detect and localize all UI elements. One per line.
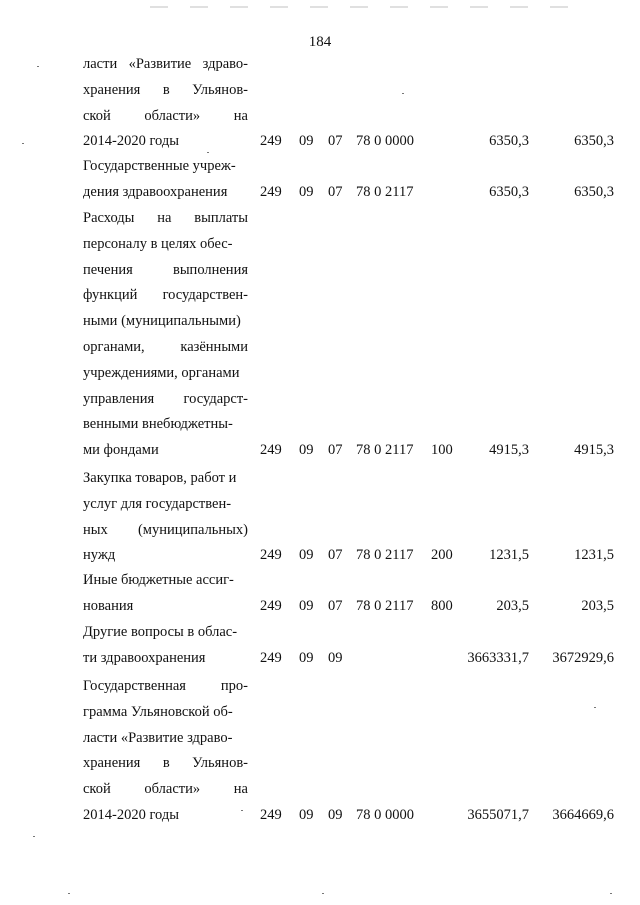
target-article-cell: 78 0 2117 bbox=[356, 547, 414, 563]
page-number: 184 bbox=[308, 34, 332, 50]
amount-2018-cell: 4915,3 bbox=[489, 442, 529, 458]
admin-code-cell: 249 bbox=[260, 184, 282, 200]
description-word: венными внебюджетны- bbox=[83, 416, 233, 432]
subsection-code-cell: 07 bbox=[328, 442, 343, 458]
description-word: Закупка товаров, работ и bbox=[83, 470, 237, 486]
description-word: Другие вопросы в облас- bbox=[83, 624, 238, 640]
description-word: хранения bbox=[83, 82, 141, 98]
description-word: на bbox=[233, 108, 248, 124]
row-description-line bbox=[83, 286, 248, 304]
amount-2018-cell: 6350,3 bbox=[489, 133, 529, 149]
row-description-line bbox=[83, 209, 248, 227]
row-description-line bbox=[83, 364, 248, 382]
description-word: области» bbox=[144, 781, 201, 797]
amount-2018-cell: 3663331,7 bbox=[467, 650, 529, 666]
admin-code-cell: 249 bbox=[260, 547, 282, 563]
description-word: в bbox=[162, 82, 170, 98]
row-description-line bbox=[83, 132, 248, 150]
description-word: Иные бюджетные ассиг- bbox=[83, 572, 234, 588]
subsection-code-cell: 07 bbox=[328, 184, 343, 200]
description-word: Ульянов- bbox=[192, 82, 248, 98]
row-description-line bbox=[83, 107, 248, 125]
admin-code-cell: 249 bbox=[260, 598, 282, 614]
description-word: ных bbox=[83, 522, 108, 538]
target-article-cell: 78 0 0000 bbox=[356, 133, 414, 149]
description-word: выплаты bbox=[194, 210, 248, 226]
row-description-line bbox=[83, 235, 248, 253]
scan-speck bbox=[402, 93, 404, 94]
row-description-line bbox=[83, 703, 248, 721]
description-word: «Развитие bbox=[128, 56, 192, 72]
subsection-code-cell: 09 bbox=[328, 807, 343, 823]
scan-speck bbox=[33, 836, 35, 837]
description-word: функций bbox=[83, 287, 138, 303]
section-code-cell: 09 bbox=[299, 442, 314, 458]
description-word: здраво- bbox=[202, 56, 248, 72]
row-description-line bbox=[83, 546, 248, 564]
amount-2018-cell: 3655071,7 bbox=[467, 807, 529, 823]
row-description-line bbox=[83, 597, 248, 615]
description-word: дения здравоохранения bbox=[83, 184, 228, 200]
row-description-line bbox=[83, 571, 248, 589]
amount-2019-cell: 3664669,6 bbox=[552, 807, 614, 823]
target-article-cell: 78 0 2117 bbox=[356, 598, 414, 614]
row-description-line bbox=[83, 55, 248, 73]
row-description-line bbox=[83, 754, 248, 772]
section-code-cell: 09 bbox=[299, 807, 314, 823]
amount-2019-cell: 203,5 bbox=[581, 598, 614, 614]
target-article-cell: 78 0 2117 bbox=[356, 442, 414, 458]
row-description-line bbox=[83, 521, 248, 539]
row-description-line bbox=[83, 729, 248, 747]
description-word: печения bbox=[83, 262, 133, 278]
description-word: области» bbox=[144, 108, 201, 124]
row-description-line bbox=[83, 780, 248, 798]
description-word: Ульянов- bbox=[192, 755, 248, 771]
description-word: услуг для государствен- bbox=[83, 496, 232, 512]
section-code-cell: 09 bbox=[299, 547, 314, 563]
row-description-line bbox=[83, 183, 248, 201]
scan-speck bbox=[207, 152, 209, 153]
scan-top-edge bbox=[150, 6, 570, 8]
row-description-line bbox=[83, 441, 248, 459]
description-word: на bbox=[233, 781, 248, 797]
target-article-cell: 78 0 2117 bbox=[356, 184, 414, 200]
description-word: нования bbox=[83, 598, 134, 614]
scan-speck bbox=[37, 66, 39, 67]
description-word: нужд bbox=[83, 547, 116, 563]
description-word: учреждениями, органами bbox=[83, 365, 240, 381]
subsection-code-cell: 09 bbox=[328, 650, 343, 666]
amount-2018-cell: 203,5 bbox=[496, 598, 529, 614]
description-word: в bbox=[162, 755, 170, 771]
subsection-code-cell: 07 bbox=[328, 598, 343, 614]
description-word: на bbox=[157, 210, 172, 226]
row-description-line bbox=[83, 157, 248, 175]
description-word: Государственная bbox=[83, 678, 186, 694]
description-word: органами, bbox=[83, 339, 145, 355]
subsection-code-cell: 07 bbox=[328, 133, 343, 149]
scan-speck bbox=[594, 707, 596, 708]
row-description-line bbox=[83, 312, 248, 330]
amount-2019-cell: 6350,3 bbox=[574, 133, 614, 149]
scan-speck bbox=[241, 810, 243, 811]
section-code-cell: 09 bbox=[299, 650, 314, 666]
description-word: ласти bbox=[83, 56, 118, 72]
scan-speck bbox=[322, 893, 324, 894]
amount-2019-cell: 4915,3 bbox=[574, 442, 614, 458]
amount-2019-cell: 1231,5 bbox=[574, 547, 614, 563]
expense-type-cell: 200 bbox=[431, 547, 453, 563]
description-word: ской bbox=[83, 108, 111, 124]
description-word: персоналу в целях обес- bbox=[83, 236, 233, 252]
subsection-code-cell: 07 bbox=[328, 547, 343, 563]
row-description-line bbox=[83, 495, 248, 513]
description-word: ти здравоохранения bbox=[83, 650, 206, 666]
description-word: казёнными bbox=[180, 339, 248, 355]
section-code-cell: 09 bbox=[299, 184, 314, 200]
description-word: 2014-2020 годы bbox=[83, 133, 179, 149]
amount-2018-cell: 6350,3 bbox=[489, 184, 529, 200]
expense-type-cell: 100 bbox=[431, 442, 453, 458]
description-word: Государственные учреж- bbox=[83, 158, 236, 174]
description-word: (муниципальных) bbox=[137, 522, 248, 538]
scan-speck bbox=[610, 893, 612, 894]
scan-speck bbox=[22, 143, 24, 144]
amount-2019-cell: 6350,3 bbox=[574, 184, 614, 200]
row-description-line bbox=[83, 649, 248, 667]
description-word: Расходы bbox=[83, 210, 135, 226]
row-description-line bbox=[83, 415, 248, 433]
row-description-line bbox=[83, 261, 248, 279]
description-word: управления bbox=[83, 391, 155, 407]
row-description-line bbox=[83, 81, 248, 99]
description-word: про- bbox=[220, 678, 248, 694]
section-code-cell: 09 bbox=[299, 133, 314, 149]
row-description-line bbox=[83, 469, 248, 487]
section-code-cell: 09 bbox=[299, 598, 314, 614]
admin-code-cell: 249 bbox=[260, 442, 282, 458]
description-word: ласти «Развитие здраво- bbox=[83, 730, 233, 746]
row-description-line bbox=[83, 677, 248, 695]
description-word: выполнения bbox=[172, 262, 248, 278]
row-description-line bbox=[83, 806, 248, 824]
description-word: ской bbox=[83, 781, 111, 797]
description-word: государст- bbox=[183, 391, 248, 407]
description-word: грамма Ульяновской об- bbox=[83, 704, 233, 720]
amount-2019-cell: 3672929,6 bbox=[552, 650, 614, 666]
admin-code-cell: 249 bbox=[260, 650, 282, 666]
target-article-cell: 78 0 0000 bbox=[356, 807, 414, 823]
row-description-line bbox=[83, 338, 248, 356]
amount-2018-cell: 1231,5 bbox=[489, 547, 529, 563]
admin-code-cell: 249 bbox=[260, 133, 282, 149]
description-word: ми фондами bbox=[83, 442, 159, 458]
row-description-line bbox=[83, 390, 248, 408]
expense-type-cell: 800 bbox=[431, 598, 453, 614]
description-word: ными (муниципальными) bbox=[83, 313, 241, 329]
row-description-line bbox=[83, 623, 248, 641]
description-word: государствен- bbox=[162, 287, 248, 303]
description-word: хранения bbox=[83, 755, 141, 771]
description-word: 2014-2020 годы bbox=[83, 807, 179, 823]
admin-code-cell: 249 bbox=[260, 807, 282, 823]
scan-speck bbox=[68, 893, 70, 894]
